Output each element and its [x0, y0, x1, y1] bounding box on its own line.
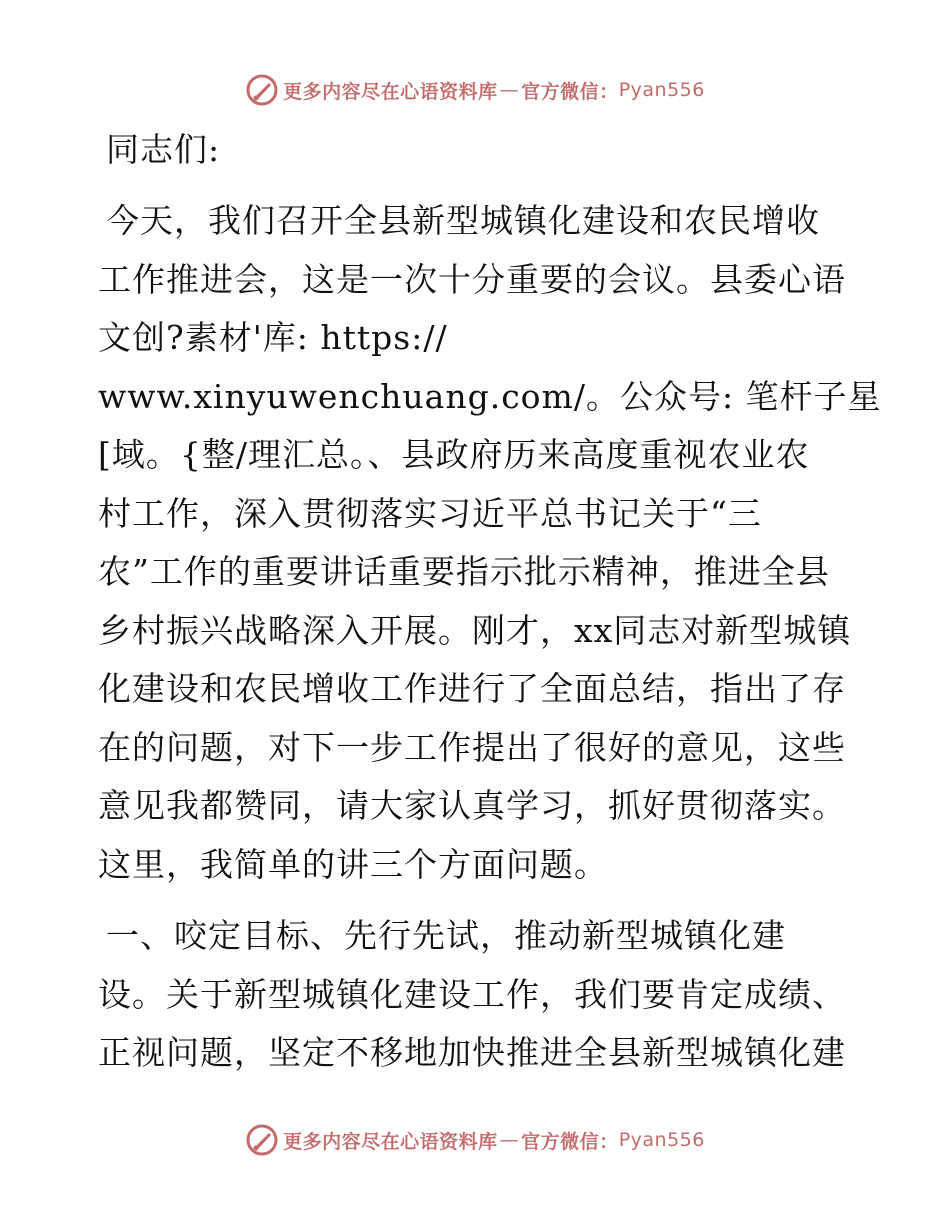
greeting: 同志们: [106, 130, 221, 169]
footer-watermark [0, 1120, 950, 1160]
paragraph-line: 今天，我们召开全县新型城镇化建设和农民增收 [106, 201, 820, 240]
quill-logo-icon [245, 73, 279, 107]
paragraph-line: 工作推进会，这是一次十分重要的会议。县委心语 [98, 260, 846, 299]
paragraph-line: www.xinyuwenchuang.com/。公众号: 笔杆子星 [98, 377, 882, 416]
paragraph-line: 正视问题，坚定不移地加快推进全县新型城镇化建 [98, 1033, 846, 1072]
paragraph-line: 乡村振兴战略深入开展。刚才，xx同志对新型城镇 [98, 611, 852, 650]
watermark-dash: — [499, 1129, 520, 1151]
watermark-label: 官方微信： [521, 1130, 619, 1153]
header-watermark [0, 70, 950, 110]
paragraph-line: 文创?素材'库: https:// [98, 318, 448, 357]
watermark-id: Pyan556 [618, 79, 705, 101]
paragraph-line: 设。关于新型城镇化建设工作，我们要肯定成绩、 [98, 975, 846, 1014]
section-heading: 一、咬定目标、先行先试，推动新型城镇化建 [106, 916, 786, 955]
paragraph-line: 在的问题，对下一步工作提出了很好的意见，这些 [98, 728, 846, 767]
paragraph-line: [域。{整/理汇总。、县政府历来高度重视农业农 [98, 435, 810, 474]
watermark-id: Pyan556 [618, 1129, 705, 1151]
quill-logo-icon [245, 1123, 279, 1157]
paragraph-line: 农”工作的重要讲话重要指示批示精神，推进全县 [98, 552, 830, 591]
paragraph-line: 意见我都赞同，请大家认真学习，抓好贯彻落实。 [98, 786, 846, 825]
paragraph-line: 村工作，深入贯彻落实习近平总书记关于“三 [98, 494, 762, 533]
watermark-label: 官方微信： [521, 80, 619, 103]
watermark-dash: — [499, 79, 520, 101]
paragraph-line: 化建设和农民增收工作进行了全面总结，指出了存 [98, 669, 846, 708]
watermark-text: 更多内容尽在心语资料库 [283, 1130, 498, 1153]
paragraph-line: 这里，我简单的讲三个方面问题。 [98, 845, 608, 884]
watermark-text: 更多内容尽在心语资料库 [283, 80, 498, 103]
